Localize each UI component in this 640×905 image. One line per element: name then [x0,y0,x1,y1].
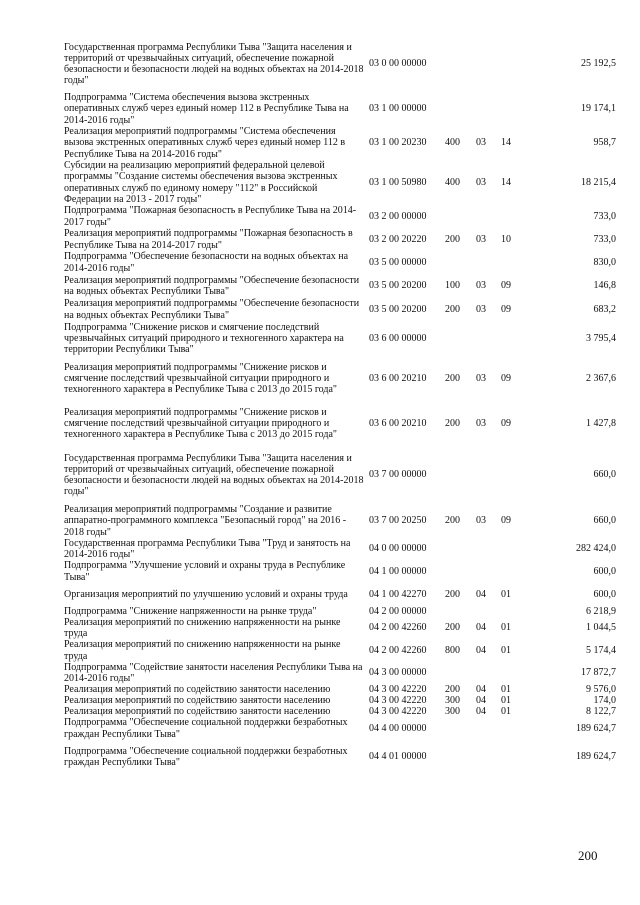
row-amount: 146,8 [593,280,616,292]
row-code: 03 2 00 00000 [369,210,427,222]
row-code: 03 1 00 20230 [369,137,427,149]
row-code: 04 3 00 42220 [369,705,427,717]
row-code: 03 5 00 20200 [369,280,427,292]
row-name: Реализация мероприятий подпрограммы "Снижение рисков и смягчение последствий чрезвычайной ситуации природного и техногенного характера в Республике Тыва с 2013 до 2015 года" [64,361,337,396]
row-subsection: 01 [501,694,511,706]
table-row [64,274,616,298]
row-subsection: 14 [501,176,511,188]
row-code: 04 1 00 00000 [369,565,427,577]
row-amount: 958,7 [593,137,616,149]
row-section: 04 [476,705,486,717]
row-amount: 600,0 [593,588,616,600]
row-amount: 1 427,8 [586,417,616,429]
table-row [64,321,616,356]
row-name: Реализация мероприятий подпрограммы "Система обеспечения вызова экстренных оперативных служб через единый номер 112 в Республике Тыва на 2014-2016 годы" [64,126,346,160]
table-row [64,740,616,774]
row-name: Подпрограмма "Улучшение условий и охраны труда в Республике Тыва" [64,560,346,583]
row-subsection: 09 [501,280,511,292]
row-amount: 9 576,0 [586,683,616,695]
row-amount: 1 044,5 [586,622,616,634]
table-row [64,662,616,684]
row-name: Государственная программа Республики Тыва "Защита населения и территорий от чрезвычайных ситуаций, обеспечение пожарной безопасности и безопасности людей на водных объектах на 2014-2018 годы" [64,41,364,87]
row-subsection: 01 [501,683,511,695]
row-subsection: 01 [501,644,511,656]
row-expense-type: 200 [445,515,460,527]
row-amount: 683,2 [593,303,616,315]
table-row [64,298,616,321]
row-amount: 18 215,4 [581,176,616,188]
table-row [64,684,616,695]
row-amount: 282 424,0 [576,543,616,555]
row-code: 04 2 00 42260 [369,644,427,656]
row-amount: 5 174,4 [586,644,616,656]
table-row [64,639,616,662]
row-amount: 6 218,9 [586,605,616,617]
row-name: Подпрограмма "Пожарная безопасность в Республике Тыва на 2014-2017 годы" [64,205,357,228]
row-amount: 189 624,7 [576,751,616,763]
table-row [64,717,616,740]
row-expense-type: 200 [445,683,460,695]
row-amount: 19 174,1 [581,103,616,115]
row-amount: 733,0 [593,233,616,245]
row-subsection: 01 [501,622,511,634]
row-name: Организация мероприятий по улучшению условий и охраны труда [64,588,348,600]
row-code: 03 6 00 20210 [369,372,427,384]
row-name: Подпрограмма "Обеспечение социальной поддержки безработных граждан Республики Тыва" [64,717,348,740]
row-code: 04 2 00 42260 [369,622,427,634]
row-code: 04 2 00 00000 [369,605,427,617]
row-section: 04 [476,694,486,706]
row-name: Подпрограмма "Снижение напряженности на рынке труда" [64,605,317,617]
row-section: 03 [476,280,486,292]
row-subsection: 09 [501,515,511,527]
row-name: Реализация мероприятий по содействию занятости населению [64,705,331,717]
table-row [64,706,616,717]
row-name: Реализация мероприятий подпрограммы "Пожарная безопасность в Республике Тыва на 2014-2017 годы" [64,228,353,251]
row-section: 03 [476,372,486,384]
row-expense-type: 200 [445,588,460,600]
row-amount: 8 122,7 [586,705,616,717]
row-expense-type: 300 [445,694,460,706]
row-name: Подпрограмма "Система обеспечения вызова экстренных оперативных служб через единый номер 112 в Республике Тыва на 2014-2016 годы" [64,92,349,126]
row-expense-type: 400 [445,176,460,188]
row-section: 04 [476,588,486,600]
row-code: 03 6 00 00000 [369,332,427,344]
table-row [64,583,616,606]
row-name: Реализация мероприятий подпрограммы "Снижение рисков и смягчение последствий чрезвычайной ситуации природного и техногенного характера в Республике Тыва с 2013 до 2015 года" [64,406,337,441]
table-row [64,504,616,538]
row-code: 04 0 00 00000 [369,543,427,555]
table-row [64,401,616,446]
row-subsection: 09 [501,417,511,429]
row-name: Реализация мероприятий по содействию занятости населению [64,683,331,695]
row-expense-type: 100 [445,280,460,292]
row-name: Государственная программа Республики Тыва "Защита населения и территорий от чрезвычайных ситуаций, обеспечение пожарной безопасности и безопасности людей на водных объектах на 2014-2018 годы" [64,452,364,498]
table-row [64,92,616,126]
row-section: 04 [476,683,486,695]
row-expense-type: 200 [445,233,460,245]
row-amount: 733,0 [593,210,616,222]
row-code: 03 7 00 20250 [369,515,427,527]
row-code: 04 1 00 42270 [369,588,427,600]
table-row [64,205,616,228]
row-subsection: 01 [501,705,511,717]
row-name: Реализация мероприятий подпрограммы "Обеспечение безопасности на водных объектах Республики Тыва" [64,274,360,297]
table-row [64,356,616,401]
row-code: 04 4 01 00000 [369,751,427,763]
row-code: 03 7 00 00000 [369,469,427,481]
budget-table [64,36,616,774]
table-row [64,126,616,160]
row-section: 04 [476,644,486,656]
row-name: Подпрограмма "Содействие занятости населения Республики Тыва на 2014-2016 годы" [64,661,363,684]
row-name: Субсидии на реализацию мероприятий федеральной целевой программы "Создание системы обеспечения вызова экстренных оперативных служб по единому номеру "112" в Российской Федерации на 2013 - 2017 годы" [64,160,338,205]
row-code: 03 0 00 00000 [369,58,427,70]
row-subsection: 09 [501,372,511,384]
row-amount: 189 624,7 [576,722,616,734]
table-row [64,160,616,205]
row-code: 03 2 00 20220 [369,233,427,245]
row-amount: 830,0 [593,256,616,268]
row-code: 03 5 00 20200 [369,303,427,315]
row-code: 04 3 00 00000 [369,667,427,679]
row-name: Реализация мероприятий подпрограммы "Обеспечение безопасности на водных объектах Республики Тыва" [64,298,360,321]
table-row [64,36,616,92]
row-section: 03 [476,303,486,315]
row-section: 03 [476,233,486,245]
row-name: Реализация мероприятий по снижению напряженности на рынке труда [64,639,341,662]
row-name: Подпрограмма "Снижение рисков и смягчение последствий чрезвычайных ситуаций природного и техногенного характера на территории Республики Тыва" [64,321,344,356]
table-row [64,538,616,560]
row-expense-type: 200 [445,372,460,384]
row-subsection: 09 [501,303,511,315]
table-row [64,251,616,274]
row-name: Реализация мероприятий подпрограммы "Создание и развитие аппаратно-программного комплекса "Безопасный город" на 2016 - 2018 годы" [64,504,347,538]
row-amount: 660,0 [593,469,616,481]
row-amount: 2 367,6 [586,372,616,384]
row-section: 03 [476,176,486,188]
page-number: 200 [578,848,598,863]
row-subsection: 10 [501,233,511,245]
row-amount: 25 192,5 [581,58,616,70]
row-code: 04 3 00 42220 [369,683,427,695]
row-subsection: 14 [501,137,511,149]
row-subsection: 01 [501,588,511,600]
row-expense-type: 200 [445,303,460,315]
row-name: Подпрограмма "Обеспечение безопасности на водных объектах на 2014-2016 годы" [64,251,349,274]
row-section: 04 [476,622,486,634]
row-name: Государственная программа Республики Тыва "Труд и занятость на 2014-2016 годы" [64,537,351,560]
row-expense-type: 400 [445,137,460,149]
row-code: 04 3 00 42220 [369,694,427,706]
row-code: 03 6 00 20210 [369,417,427,429]
row-name: Реализация мероприятий по снижению напряженности на рынке труда [64,616,341,639]
row-name: Подпрограмма "Обеспечение социальной поддержки безработных граждан Республики Тыва" [64,745,348,768]
row-expense-type: 300 [445,705,460,717]
table-row [64,606,616,617]
table-row [64,228,616,251]
row-amount: 3 795,4 [586,332,616,344]
row-code: 03 5 00 00000 [369,256,427,268]
table-row [64,695,616,706]
table-row [64,617,616,639]
table-row [64,446,616,504]
row-section: 03 [476,417,486,429]
table-row [64,560,616,583]
row-expense-type: 200 [445,622,460,634]
row-code: 03 1 00 00000 [369,103,427,115]
row-expense-type: 800 [445,644,460,656]
row-code: 03 1 00 50980 [369,176,427,188]
row-name: Реализация мероприятий по содействию занятости населению [64,694,331,706]
row-expense-type: 200 [445,417,460,429]
row-amount: 174,0 [593,694,616,706]
row-amount: 660,0 [593,515,616,527]
row-section: 03 [476,137,486,149]
row-section: 03 [476,515,486,527]
row-amount: 600,0 [593,565,616,577]
row-code: 04 4 00 00000 [369,722,427,734]
row-amount: 17 872,7 [581,667,616,679]
